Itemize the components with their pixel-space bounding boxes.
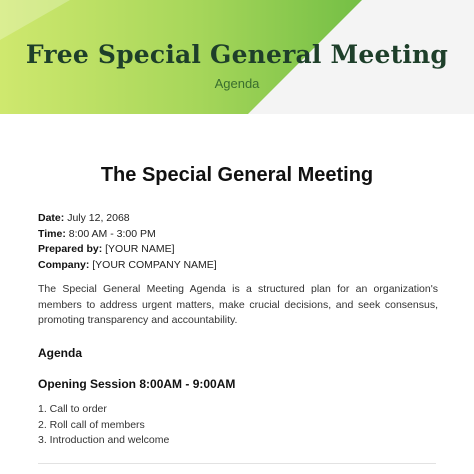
detail-value: [YOUR COMPANY NAME] [92,258,217,271]
intro-paragraph: The Special General Meeting Agenda is a structured plan for an organization's members to address urgent matters, make crucial decisions, and seek consensus, promoting transparency and accountability. [38,283,438,326]
section-divider [38,463,436,464]
list-item: 3. Introduction and welcome [38,434,170,446]
banner-title: Free Special General Meeting [25,40,449,69]
detail-value: 8:00 AM - 3:00 PM [68,227,156,240]
meeting-details [38,211,217,273]
agenda-heading: Agenda [38,346,83,360]
detail-label: Time: [38,227,66,240]
header-banner [0,0,474,114]
list-item: 2. Roll call of members [38,418,145,431]
document-title: The Special General Meeting [100,164,374,186]
detail-label: Prepared by: [38,243,103,255]
detail-label: Date: [38,212,65,224]
agenda-list [38,402,169,449]
detail-value: [YOUR NAME] [105,243,175,255]
session-heading: Opening Session 8:00AM - 9:00AM [38,377,236,391]
detail-time [38,227,217,243]
detail-company [38,258,217,274]
detail-label: Company: [38,258,90,271]
detail-value: July 12, 2068 [67,212,130,224]
banner-subtitle: Agenda [214,76,260,91]
list-item: 1. Call to order [38,403,107,415]
detail-date [38,211,217,227]
detail-prepared-by [38,242,217,258]
